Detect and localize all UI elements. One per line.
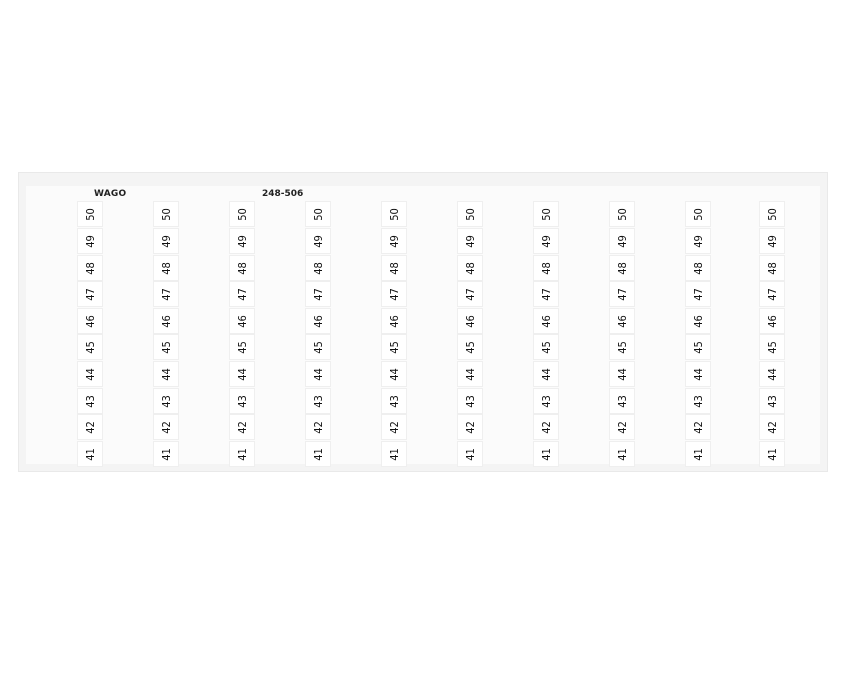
marker-number: 47 — [83, 287, 97, 301]
marker-number: 46 — [235, 314, 249, 328]
marker-label — [230, 362, 254, 386]
marker-label — [382, 335, 406, 359]
marker-label — [382, 415, 406, 439]
marker-number: 45 — [691, 340, 705, 354]
marker-number: 42 — [691, 420, 705, 434]
marker-number: 50 — [83, 207, 97, 221]
marker-number: 45 — [159, 340, 173, 354]
marker-number: 42 — [765, 420, 779, 434]
marker-label — [78, 229, 102, 253]
marker-card — [18, 172, 828, 472]
marker-label — [686, 389, 710, 413]
marker-sheet — [26, 186, 820, 464]
marker-strip — [686, 202, 710, 470]
marker-label — [382, 389, 406, 413]
marker-number: 44 — [387, 367, 401, 381]
marker-number: 46 — [463, 314, 477, 328]
marker-number: 48 — [387, 261, 401, 275]
marker-label — [686, 282, 710, 306]
marker-label — [154, 415, 178, 439]
marker-number: 50 — [311, 207, 325, 221]
marker-strip — [306, 202, 330, 470]
marker-label — [78, 335, 102, 359]
marker-label — [686, 256, 710, 280]
marker-label — [610, 389, 634, 413]
marker-number: 42 — [539, 420, 553, 434]
marker-label — [760, 309, 784, 333]
marker-number: 48 — [83, 261, 97, 275]
marker-number: 48 — [765, 261, 779, 275]
marker-number: 44 — [765, 367, 779, 381]
marker-label — [610, 256, 634, 280]
marker-label — [458, 256, 482, 280]
marker-label — [306, 229, 330, 253]
marker-label — [230, 229, 254, 253]
marker-label — [306, 282, 330, 306]
marker-label — [760, 282, 784, 306]
marker-number: 41 — [691, 447, 705, 461]
marker-label — [686, 202, 710, 226]
marker-label — [534, 362, 558, 386]
marker-number: 43 — [539, 394, 553, 408]
marker-label — [686, 229, 710, 253]
marker-number: 48 — [159, 261, 173, 275]
marker-number: 42 — [463, 420, 477, 434]
marker-number: 45 — [311, 340, 325, 354]
marker-label — [760, 442, 784, 466]
marker-number: 47 — [615, 287, 629, 301]
marker-number: 43 — [159, 394, 173, 408]
marker-label — [610, 335, 634, 359]
marker-label — [306, 309, 330, 333]
marker-number: 42 — [311, 420, 325, 434]
marker-number: 49 — [235, 234, 249, 248]
marker-number: 46 — [311, 314, 325, 328]
marker-number: 45 — [615, 340, 629, 354]
marker-label — [458, 442, 482, 466]
marker-number: 50 — [235, 207, 249, 221]
marker-number: 48 — [539, 261, 553, 275]
marker-number: 49 — [765, 234, 779, 248]
marker-number: 42 — [387, 420, 401, 434]
marker-label — [760, 362, 784, 386]
marker-number: 41 — [463, 447, 477, 461]
marker-number: 50 — [463, 207, 477, 221]
marker-number: 41 — [387, 447, 401, 461]
marker-number: 41 — [615, 447, 629, 461]
marker-label — [382, 362, 406, 386]
marker-number: 49 — [387, 234, 401, 248]
marker-label — [534, 415, 558, 439]
marker-label — [458, 335, 482, 359]
marker-label — [154, 389, 178, 413]
marker-number: 44 — [311, 367, 325, 381]
marker-number: 48 — [691, 261, 705, 275]
marker-label — [230, 202, 254, 226]
marker-number: 49 — [539, 234, 553, 248]
marker-number: 43 — [463, 394, 477, 408]
marker-number: 50 — [387, 207, 401, 221]
marker-label — [306, 256, 330, 280]
marker-label — [458, 229, 482, 253]
marker-number: 43 — [615, 394, 629, 408]
marker-label — [610, 362, 634, 386]
marker-label — [78, 362, 102, 386]
marker-number: 48 — [311, 261, 325, 275]
marker-label — [610, 229, 634, 253]
marker-label — [306, 442, 330, 466]
marker-number: 42 — [615, 420, 629, 434]
marker-label — [760, 256, 784, 280]
marker-label — [760, 335, 784, 359]
marker-label — [382, 229, 406, 253]
marker-label — [610, 442, 634, 466]
marker-label — [534, 229, 558, 253]
marker-number: 42 — [159, 420, 173, 434]
marker-number: 44 — [463, 367, 477, 381]
marker-label — [230, 415, 254, 439]
marker-number: 43 — [691, 394, 705, 408]
marker-number: 41 — [159, 447, 173, 461]
marker-number: 44 — [83, 367, 97, 381]
marker-number: 46 — [691, 314, 705, 328]
marker-label — [686, 309, 710, 333]
marker-label — [458, 202, 482, 226]
marker-number: 49 — [311, 234, 325, 248]
marker-number: 44 — [539, 367, 553, 381]
marker-label — [306, 362, 330, 386]
marker-number: 49 — [463, 234, 477, 248]
marker-number: 45 — [387, 340, 401, 354]
marker-label — [78, 282, 102, 306]
marker-number: 46 — [387, 314, 401, 328]
marker-number: 44 — [691, 367, 705, 381]
marker-label — [610, 202, 634, 226]
part-number-label: 248-506 — [262, 189, 304, 199]
marker-label — [458, 389, 482, 413]
marker-number: 45 — [463, 340, 477, 354]
marker-label — [760, 202, 784, 226]
marker-number: 45 — [83, 340, 97, 354]
marker-number: 41 — [311, 447, 325, 461]
marker-number: 47 — [159, 287, 173, 301]
marker-label — [534, 442, 558, 466]
marker-label — [534, 309, 558, 333]
marker-label — [230, 335, 254, 359]
marker-label — [458, 415, 482, 439]
marker-strip — [230, 202, 254, 470]
marker-label — [154, 335, 178, 359]
marker-label — [610, 415, 634, 439]
marker-strip — [458, 202, 482, 470]
marker-label — [534, 256, 558, 280]
marker-label — [458, 362, 482, 386]
marker-number: 43 — [235, 394, 249, 408]
marker-label — [534, 389, 558, 413]
marker-label — [760, 229, 784, 253]
marker-label — [78, 256, 102, 280]
marker-number: 50 — [615, 207, 629, 221]
marker-number: 45 — [539, 340, 553, 354]
marker-number: 44 — [159, 367, 173, 381]
marker-strip — [760, 202, 784, 470]
marker-label — [154, 256, 178, 280]
marker-number: 47 — [691, 287, 705, 301]
marker-number: 50 — [691, 207, 705, 221]
marker-number: 42 — [235, 420, 249, 434]
marker-number: 46 — [539, 314, 553, 328]
marker-number: 46 — [83, 314, 97, 328]
marker-strip — [154, 202, 178, 470]
marker-number: 46 — [765, 314, 779, 328]
marker-strip — [78, 202, 102, 470]
marker-number: 50 — [765, 207, 779, 221]
marker-number: 43 — [387, 394, 401, 408]
marker-label — [78, 442, 102, 466]
marker-label — [382, 309, 406, 333]
marker-number: 47 — [463, 287, 477, 301]
marker-label — [306, 415, 330, 439]
marker-label — [760, 389, 784, 413]
marker-label — [78, 202, 102, 226]
marker-label — [686, 415, 710, 439]
marker-label — [154, 202, 178, 226]
marker-number: 46 — [159, 314, 173, 328]
marker-label — [306, 335, 330, 359]
marker-strips — [26, 186, 820, 464]
marker-label — [230, 389, 254, 413]
marker-number: 48 — [615, 261, 629, 275]
marker-number: 41 — [539, 447, 553, 461]
marker-number: 47 — [387, 287, 401, 301]
marker-label — [230, 309, 254, 333]
marker-strip — [534, 202, 558, 470]
marker-strip — [610, 202, 634, 470]
marker-label — [154, 229, 178, 253]
marker-label — [154, 309, 178, 333]
marker-label — [686, 362, 710, 386]
marker-label — [610, 309, 634, 333]
marker-label — [154, 442, 178, 466]
marker-label — [78, 415, 102, 439]
marker-label — [686, 335, 710, 359]
marker-label — [230, 282, 254, 306]
marker-number: 43 — [765, 394, 779, 408]
marker-label — [534, 335, 558, 359]
marker-label — [154, 282, 178, 306]
marker-number: 50 — [539, 207, 553, 221]
marker-number: 45 — [765, 340, 779, 354]
marker-number: 42 — [83, 420, 97, 434]
marker-number: 43 — [311, 394, 325, 408]
marker-number: 49 — [159, 234, 173, 248]
marker-label — [382, 256, 406, 280]
marker-label — [306, 202, 330, 226]
marker-number: 48 — [463, 261, 477, 275]
marker-label — [230, 442, 254, 466]
marker-label — [610, 282, 634, 306]
marker-number: 41 — [765, 447, 779, 461]
marker-number: 41 — [235, 447, 249, 461]
marker-label — [306, 389, 330, 413]
marker-label — [458, 282, 482, 306]
marker-label — [760, 415, 784, 439]
marker-number: 50 — [159, 207, 173, 221]
marker-label — [458, 309, 482, 333]
marker-number: 49 — [615, 234, 629, 248]
marker-number: 41 — [83, 447, 97, 461]
marker-number: 49 — [691, 234, 705, 248]
marker-label — [78, 309, 102, 333]
marker-number: 49 — [83, 234, 97, 248]
marker-number: 45 — [235, 340, 249, 354]
marker-label — [534, 282, 558, 306]
marker-number: 44 — [235, 367, 249, 381]
marker-label — [534, 202, 558, 226]
marker-label — [686, 442, 710, 466]
marker-label — [154, 362, 178, 386]
marker-strip — [382, 202, 406, 470]
marker-number: 47 — [539, 287, 553, 301]
marker-number: 46 — [615, 314, 629, 328]
marker-label — [78, 389, 102, 413]
marker-label — [382, 202, 406, 226]
marker-number: 44 — [615, 367, 629, 381]
marker-label — [230, 256, 254, 280]
marker-number: 47 — [235, 287, 249, 301]
marker-number: 48 — [235, 261, 249, 275]
marker-label — [382, 282, 406, 306]
brand-label: WAGO — [94, 189, 127, 199]
marker-number: 47 — [311, 287, 325, 301]
marker-number: 43 — [83, 394, 97, 408]
marker-number: 47 — [765, 287, 779, 301]
marker-label — [382, 442, 406, 466]
